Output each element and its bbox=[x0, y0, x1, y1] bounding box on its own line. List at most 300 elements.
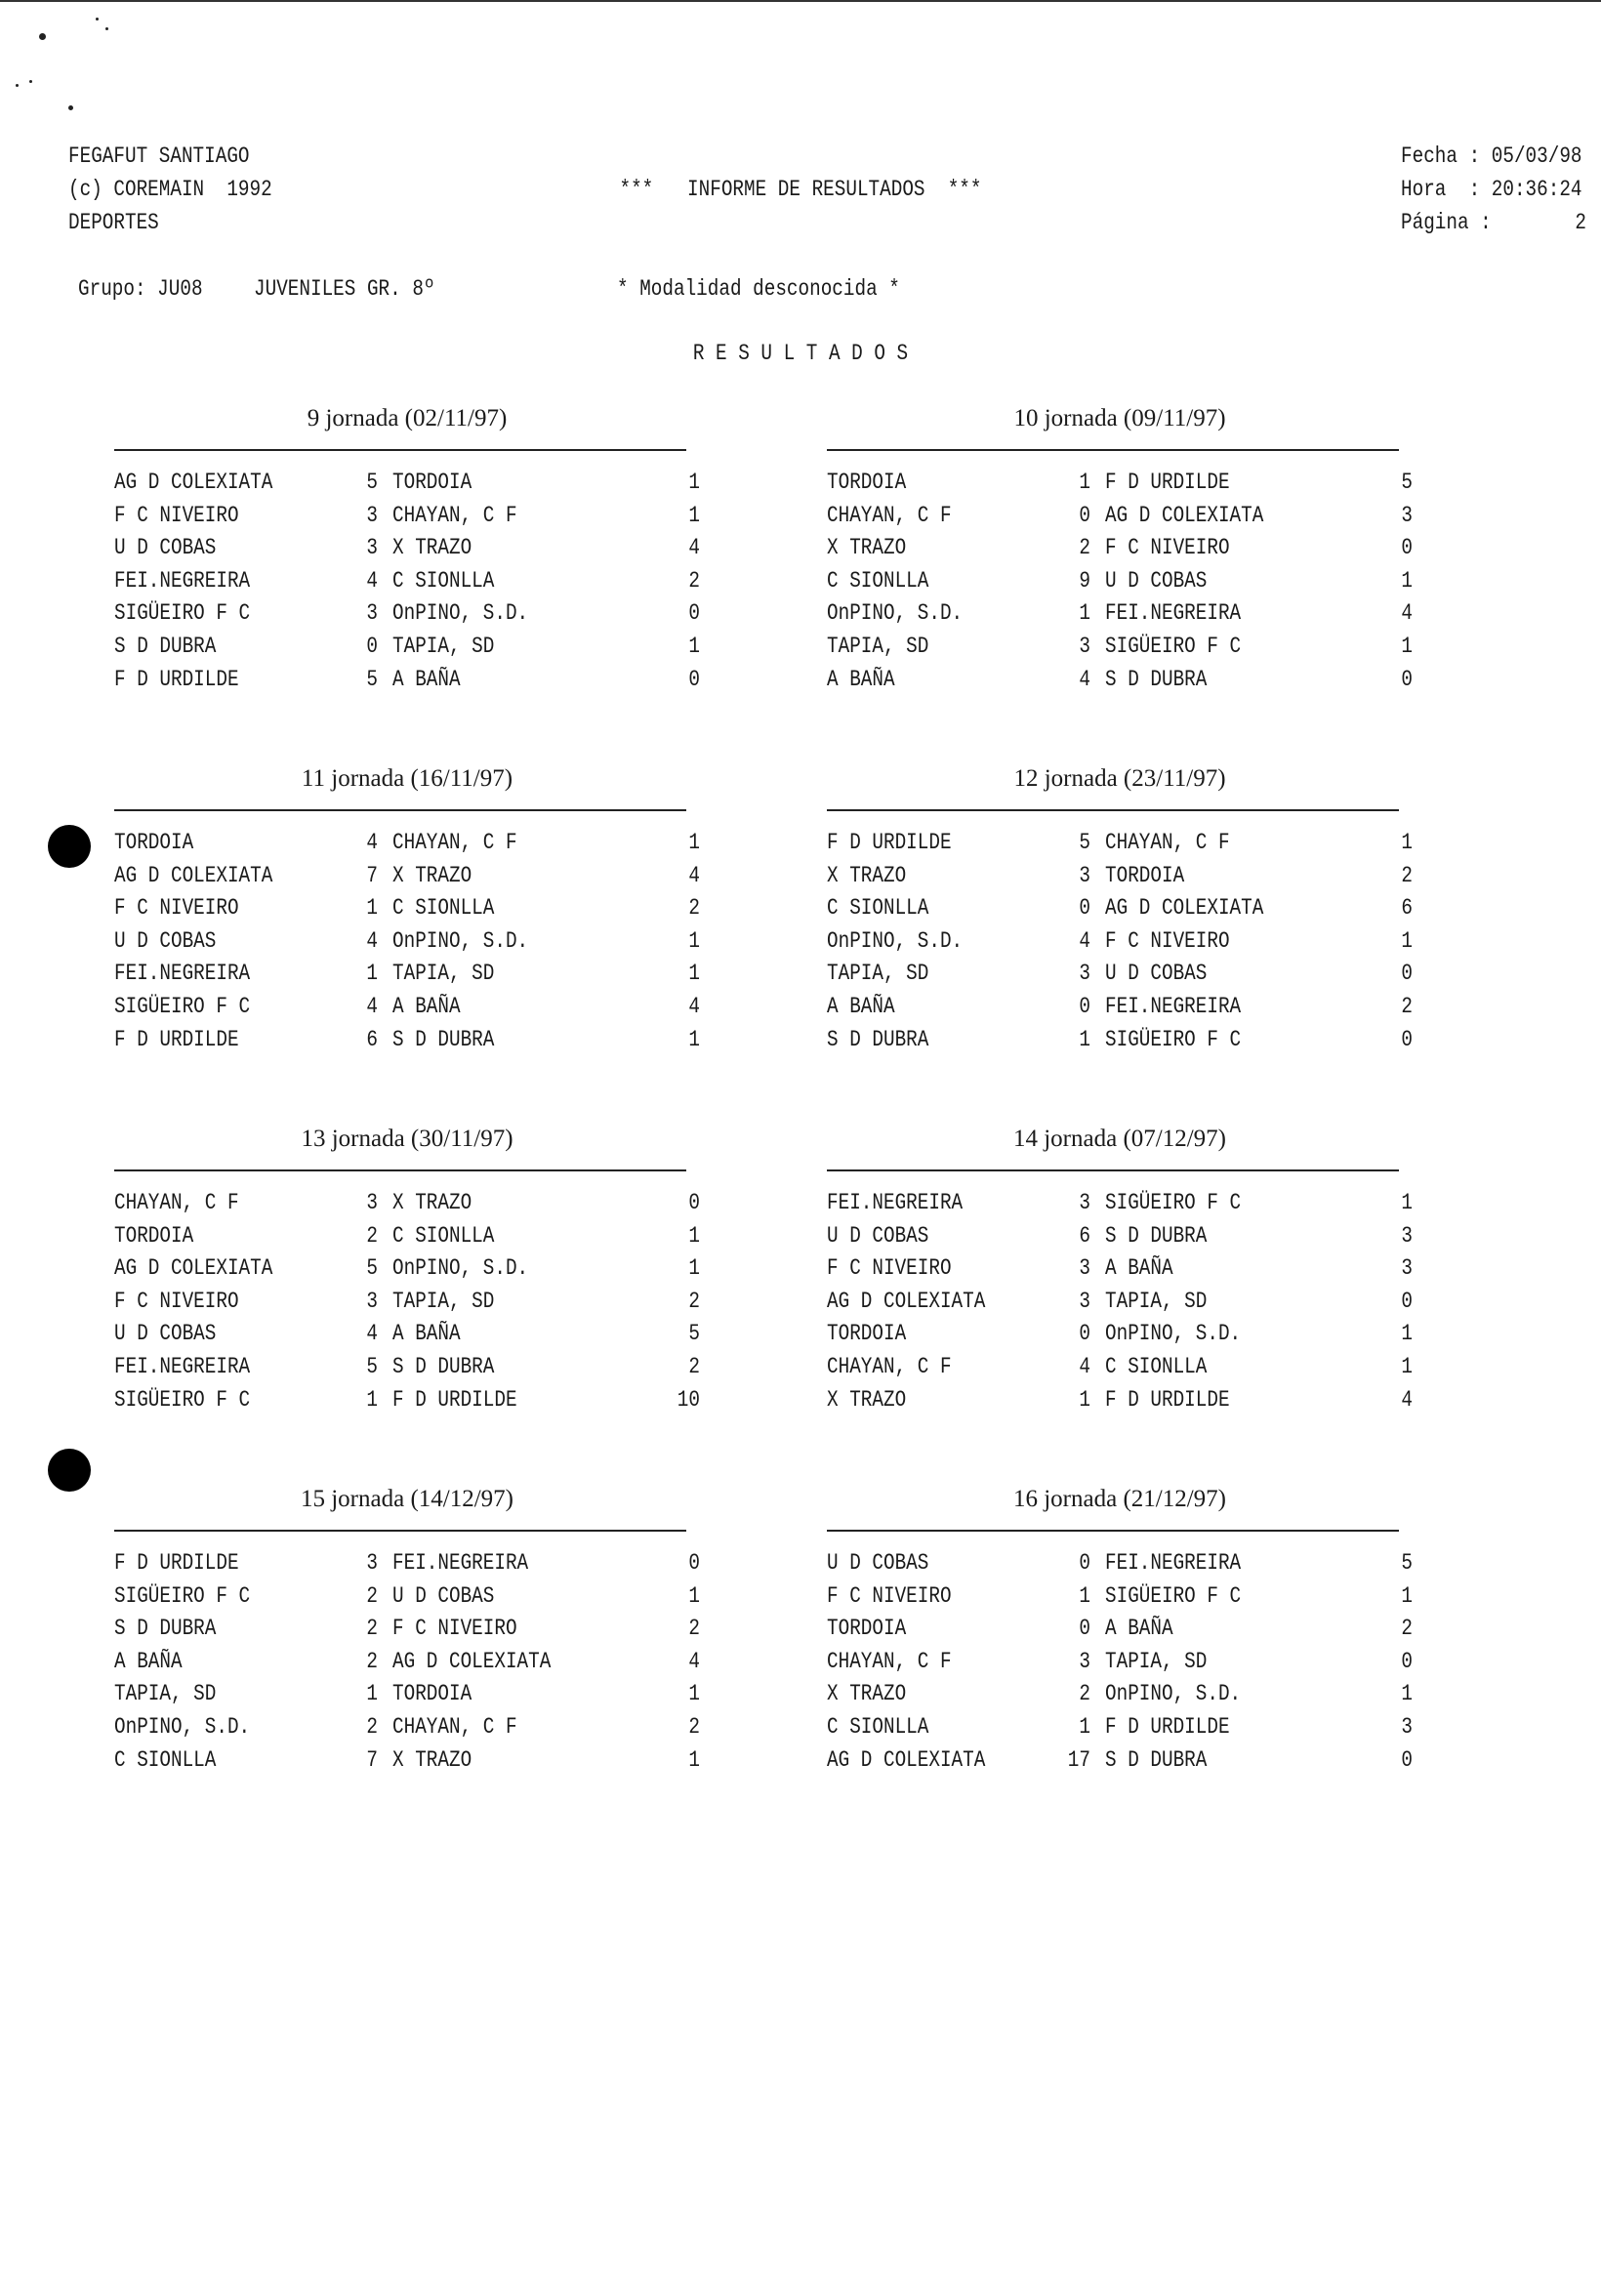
away-score: 2 bbox=[1401, 1616, 1413, 1642]
match-row bbox=[827, 960, 1413, 993]
away-score: 1 bbox=[688, 502, 700, 528]
home-team: C SIONLLA bbox=[827, 1714, 929, 1740]
jornada-divider bbox=[114, 449, 686, 451]
home-score: 2 bbox=[366, 1582, 378, 1609]
away-score: 1 bbox=[1401, 1582, 1413, 1609]
home-team: TAPIA, SD bbox=[827, 634, 929, 659]
away-score: 3 bbox=[1401, 1255, 1413, 1282]
home-score: 4 bbox=[1079, 666, 1090, 692]
match-row bbox=[114, 927, 700, 961]
home-team: U D COBAS bbox=[114, 535, 217, 561]
page-top-edge bbox=[0, 0, 1601, 2]
away-team: X TRAZO bbox=[392, 1746, 472, 1773]
away-team: AG D COLEXIATA bbox=[1105, 895, 1264, 922]
match-row bbox=[114, 894, 700, 927]
away-score: 3 bbox=[1401, 502, 1413, 528]
home-team: CHAYAN, C F bbox=[827, 502, 952, 528]
match-row bbox=[114, 534, 700, 567]
home-score: 7 bbox=[366, 862, 378, 888]
jornada-block bbox=[114, 1485, 700, 1807]
away-score: 0 bbox=[1401, 535, 1413, 561]
away-score: 1 bbox=[1401, 567, 1413, 594]
away-score: 1 bbox=[688, 927, 700, 954]
away-team: C SIONLLA bbox=[1105, 1354, 1208, 1379]
away-team: TAPIA, SD bbox=[392, 961, 495, 987]
jornada-block bbox=[114, 1125, 700, 1447]
away-team: TAPIA, SD bbox=[392, 1288, 495, 1314]
match-row bbox=[827, 1549, 1413, 1582]
away-team: F C NIVEIRO bbox=[392, 1616, 517, 1642]
match-row bbox=[114, 1746, 700, 1780]
home-score: 4 bbox=[366, 1321, 378, 1347]
match-row bbox=[827, 1386, 1413, 1419]
match-row bbox=[827, 502, 1413, 535]
home-team: C SIONLLA bbox=[827, 567, 929, 594]
match-row bbox=[827, 1254, 1413, 1288]
match-row bbox=[827, 567, 1413, 600]
match-row bbox=[114, 1713, 700, 1746]
home-score: 1 bbox=[1079, 600, 1090, 627]
match-row bbox=[114, 1222, 700, 1255]
away-team: A BAÑA bbox=[392, 994, 461, 1019]
match-row bbox=[827, 1582, 1413, 1616]
home-score: 1 bbox=[1079, 1714, 1090, 1740]
jornada-title: 10 jornada (09/11/97) bbox=[1013, 405, 1226, 431]
match-row bbox=[827, 1746, 1413, 1780]
jornada-divider bbox=[114, 1530, 686, 1532]
section-title: R E S U L T A D O S bbox=[692, 341, 909, 366]
away-score: 1 bbox=[1401, 1190, 1413, 1215]
away-team: X TRAZO bbox=[392, 1190, 472, 1215]
away-team: OnPINO, S.D. bbox=[1105, 1681, 1242, 1707]
home-score: 0 bbox=[1079, 502, 1090, 528]
away-team: SIGÜEIRO F C bbox=[1105, 634, 1242, 659]
home-team: SIGÜEIRO F C bbox=[114, 994, 251, 1019]
home-score: 3 bbox=[1079, 1648, 1090, 1674]
away-team: FEI.NEGREIRA bbox=[392, 1550, 529, 1576]
group-code: Grupo: JU08 bbox=[78, 276, 203, 302]
home-team: SIGÜEIRO F C bbox=[114, 1386, 251, 1413]
match-row bbox=[114, 1615, 700, 1648]
away-score: 1 bbox=[1401, 1681, 1413, 1707]
away-score: 2 bbox=[688, 895, 700, 922]
scan-speck bbox=[68, 105, 73, 110]
home-team: TORDOIA bbox=[827, 470, 907, 495]
jornada-divider bbox=[827, 1169, 1399, 1171]
jornada-block bbox=[827, 1485, 1413, 1807]
home-team: TORDOIA bbox=[114, 830, 194, 855]
away-team: C SIONLLA bbox=[392, 895, 495, 922]
away-team: A BAÑA bbox=[392, 1321, 461, 1347]
scan-speck bbox=[96, 18, 99, 20]
away-team: TORDOIA bbox=[392, 1681, 472, 1707]
home-team: X TRAZO bbox=[827, 862, 907, 888]
punch-hole bbox=[48, 1449, 91, 1492]
home-score: 4 bbox=[1079, 1354, 1090, 1379]
away-score: 2 bbox=[688, 1354, 700, 1379]
jornada-title: 14 jornada (07/12/97) bbox=[1012, 1126, 1226, 1152]
home-score: 2 bbox=[366, 1714, 378, 1740]
group-name: JUVENILES GR. 8º bbox=[254, 276, 435, 302]
home-team: F D URDILDE bbox=[114, 1550, 239, 1576]
home-score: 4 bbox=[366, 830, 378, 855]
match-row bbox=[827, 534, 1413, 567]
away-team: F D URDILDE bbox=[1105, 470, 1230, 495]
jornada-title: 9 jornada (02/11/97) bbox=[307, 405, 508, 431]
home-score: 4 bbox=[366, 994, 378, 1019]
away-team: AG D COLEXIATA bbox=[1105, 502, 1264, 528]
away-team: C SIONLLA bbox=[392, 567, 495, 594]
away-score: 0 bbox=[688, 1190, 700, 1215]
away-team: FEI.NEGREIRA bbox=[1105, 600, 1242, 627]
jornada-block bbox=[827, 1125, 1413, 1447]
home-team: S D DUBRA bbox=[114, 1616, 217, 1642]
home-team: TORDOIA bbox=[827, 1616, 907, 1642]
copyright: (c) COREMAIN 1992 bbox=[68, 177, 272, 202]
away-score: 4 bbox=[688, 862, 700, 888]
away-team: F D URDILDE bbox=[1105, 1386, 1230, 1413]
match-row bbox=[114, 469, 700, 502]
away-team: SIGÜEIRO F C bbox=[1105, 1026, 1242, 1052]
away-score: 1 bbox=[1401, 830, 1413, 855]
away-team: TORDOIA bbox=[1105, 862, 1185, 888]
home-team: OnPINO, S.D. bbox=[827, 600, 964, 627]
away-team: OnPINO, S.D. bbox=[392, 1255, 529, 1282]
match-row bbox=[114, 960, 700, 993]
away-team: OnPINO, S.D. bbox=[1105, 1321, 1242, 1347]
away-score: 1 bbox=[1401, 1354, 1413, 1379]
away-score: 1 bbox=[688, 1746, 700, 1773]
scan-speck bbox=[39, 33, 46, 40]
home-team: C SIONLLA bbox=[827, 895, 929, 922]
away-team: SIGÜEIRO F C bbox=[1105, 1582, 1242, 1609]
match-row bbox=[114, 666, 700, 699]
away-score: 1 bbox=[1401, 927, 1413, 954]
home-score: 3 bbox=[1079, 1288, 1090, 1314]
away-score: 1 bbox=[688, 1681, 700, 1707]
away-score: 0 bbox=[688, 666, 700, 692]
report-time: Hora : 20:36:24 bbox=[1401, 177, 1582, 202]
home-score: 1 bbox=[366, 895, 378, 922]
home-team: AG D COLEXIATA bbox=[114, 470, 273, 495]
away-team: C SIONLLA bbox=[392, 1222, 495, 1249]
home-score: 1 bbox=[366, 1386, 378, 1413]
away-team: CHAYAN, C F bbox=[392, 502, 517, 528]
jornada-block bbox=[114, 764, 700, 1086]
home-team: X TRAZO bbox=[827, 535, 907, 561]
match-row bbox=[827, 1648, 1413, 1681]
away-score: 10 bbox=[677, 1386, 700, 1413]
home-team: U D COBAS bbox=[114, 1321, 217, 1347]
away-team: TAPIA, SD bbox=[392, 634, 495, 659]
match-row bbox=[827, 1222, 1413, 1255]
away-score: 2 bbox=[688, 1616, 700, 1642]
home-score: 1 bbox=[1079, 1582, 1090, 1609]
match-row bbox=[114, 599, 700, 633]
away-score: 1 bbox=[688, 830, 700, 855]
home-team: F D URDILDE bbox=[114, 666, 239, 692]
home-team: OnPINO, S.D. bbox=[827, 927, 964, 954]
jornada-title: 12 jornada (23/11/97) bbox=[1013, 765, 1226, 792]
home-team: AG D COLEXIATA bbox=[827, 1746, 986, 1773]
away-team: S D DUBRA bbox=[1105, 666, 1208, 692]
match-row bbox=[827, 894, 1413, 927]
away-score: 0 bbox=[688, 600, 700, 627]
home-team: F C NIVEIRO bbox=[114, 895, 239, 922]
away-team: CHAYAN, C F bbox=[392, 1714, 517, 1740]
away-score: 5 bbox=[688, 1321, 700, 1347]
away-team: X TRAZO bbox=[392, 862, 472, 888]
home-score: 3 bbox=[1079, 1255, 1090, 1282]
scan-speck bbox=[105, 27, 108, 30]
match-row bbox=[827, 1189, 1413, 1222]
away-team: A BAÑA bbox=[1105, 1616, 1173, 1642]
match-row bbox=[827, 829, 1413, 862]
home-score: 2 bbox=[366, 1222, 378, 1249]
home-score: 3 bbox=[366, 535, 378, 561]
home-team: CHAYAN, C F bbox=[827, 1648, 952, 1674]
home-team: U D COBAS bbox=[827, 1222, 929, 1249]
away-team: TAPIA, SD bbox=[1105, 1288, 1208, 1314]
away-team: TAPIA, SD bbox=[1105, 1648, 1208, 1674]
match-row bbox=[827, 1288, 1413, 1321]
home-team: C SIONLLA bbox=[114, 1746, 217, 1773]
home-score: 3 bbox=[366, 1190, 378, 1215]
home-score: 1 bbox=[1079, 470, 1090, 495]
away-score: 4 bbox=[688, 994, 700, 1019]
home-score: 3 bbox=[366, 600, 378, 627]
home-team: X TRAZO bbox=[827, 1681, 907, 1707]
away-team: OnPINO, S.D. bbox=[392, 927, 529, 954]
away-team: CHAYAN, C F bbox=[1105, 830, 1230, 855]
away-score: 0 bbox=[1401, 961, 1413, 987]
page-number: 2 bbox=[1575, 210, 1586, 235]
match-row bbox=[114, 1353, 700, 1386]
home-score: 3 bbox=[1079, 961, 1090, 987]
jornada-block bbox=[827, 404, 1413, 726]
jornada-title: 15 jornada (14/12/97) bbox=[300, 1486, 513, 1512]
home-score: 5 bbox=[1079, 830, 1090, 855]
punch-hole bbox=[48, 825, 91, 868]
away-score: 1 bbox=[688, 1026, 700, 1052]
jornada-divider bbox=[114, 809, 686, 811]
match-row bbox=[114, 567, 700, 600]
scan-speck bbox=[29, 80, 32, 83]
away-team: F D URDILDE bbox=[1105, 1714, 1230, 1740]
home-team: F C NIVEIRO bbox=[114, 502, 239, 528]
home-team: FEI.NEGREIRA bbox=[114, 567, 251, 594]
match-row bbox=[827, 599, 1413, 633]
home-team: FEI.NEGREIRA bbox=[114, 1354, 251, 1379]
home-score: 4 bbox=[1079, 927, 1090, 954]
home-team: S D DUBRA bbox=[114, 634, 217, 659]
away-team: F D URDILDE bbox=[392, 1386, 517, 1413]
away-score: 0 bbox=[1401, 1648, 1413, 1674]
home-team: CHAYAN, C F bbox=[114, 1190, 239, 1215]
away-team: CHAYAN, C F bbox=[392, 830, 517, 855]
away-team: TORDOIA bbox=[392, 470, 472, 495]
home-team: SIGÜEIRO F C bbox=[114, 600, 251, 627]
home-team: AG D COLEXIATA bbox=[827, 1288, 986, 1314]
home-team: AG D COLEXIATA bbox=[114, 1255, 273, 1282]
home-score: 6 bbox=[366, 1026, 378, 1052]
home-score: 3 bbox=[366, 1550, 378, 1576]
away-score: 6 bbox=[1401, 895, 1413, 922]
away-score: 2 bbox=[688, 1714, 700, 1740]
away-team: SIGÜEIRO F C bbox=[1105, 1190, 1242, 1215]
page-label: Página : bbox=[1401, 210, 1492, 235]
away-score: 1 bbox=[688, 470, 700, 495]
home-score: 2 bbox=[366, 1648, 378, 1674]
home-team: TAPIA, SD bbox=[114, 1681, 217, 1707]
away-team: S D DUBRA bbox=[392, 1354, 495, 1379]
away-team: FEI.NEGREIRA bbox=[1105, 1550, 1242, 1576]
jornada-title: 11 jornada (16/11/97) bbox=[301, 765, 513, 792]
home-score: 17 bbox=[1067, 1746, 1090, 1773]
match-row bbox=[827, 1615, 1413, 1648]
match-row bbox=[827, 862, 1413, 895]
away-score: 4 bbox=[1401, 1386, 1413, 1413]
home-score: 5 bbox=[366, 1354, 378, 1379]
match-row bbox=[827, 1026, 1413, 1059]
jornada-block bbox=[114, 404, 700, 726]
match-row bbox=[114, 1386, 700, 1419]
match-row bbox=[827, 469, 1413, 502]
jornada-divider bbox=[827, 1530, 1399, 1532]
home-team: S D DUBRA bbox=[827, 1026, 929, 1052]
home-score: 4 bbox=[366, 927, 378, 954]
home-team: AG D COLEXIATA bbox=[114, 862, 273, 888]
home-team: A BAÑA bbox=[827, 666, 895, 692]
away-team: AG D COLEXIATA bbox=[392, 1648, 552, 1674]
away-team: S D DUBRA bbox=[392, 1026, 495, 1052]
home-team: TORDOIA bbox=[114, 1222, 194, 1249]
away-team: U D COBAS bbox=[1105, 961, 1208, 987]
report-title: *** INFORME DE RESULTADOS *** bbox=[619, 177, 982, 202]
match-row bbox=[114, 633, 700, 666]
home-score: 1 bbox=[366, 1681, 378, 1707]
match-row bbox=[827, 1320, 1413, 1353]
home-team: A BAÑA bbox=[827, 994, 895, 1019]
group-modality: * Modalidad desconocida * bbox=[617, 276, 900, 302]
scan-speck bbox=[16, 84, 19, 87]
match-row bbox=[114, 502, 700, 535]
home-score: 0 bbox=[1079, 1550, 1090, 1576]
home-score: 2 bbox=[1079, 1681, 1090, 1707]
match-row bbox=[114, 1189, 700, 1222]
away-team: OnPINO, S.D. bbox=[392, 600, 529, 627]
home-score: 7 bbox=[366, 1746, 378, 1773]
org-name: FEGAFUT SANTIAGO bbox=[68, 144, 250, 169]
match-row bbox=[114, 1582, 700, 1616]
home-team: F C NIVEIRO bbox=[827, 1582, 952, 1609]
home-score: 0 bbox=[1079, 895, 1090, 922]
match-row bbox=[114, 1680, 700, 1713]
home-team: TAPIA, SD bbox=[827, 961, 929, 987]
away-score: 2 bbox=[688, 567, 700, 594]
home-team: FEI.NEGREIRA bbox=[114, 961, 251, 987]
away-score: 2 bbox=[1401, 994, 1413, 1019]
away-team: A BAÑA bbox=[1105, 1255, 1173, 1282]
department: DEPORTES bbox=[68, 210, 159, 235]
home-score: 0 bbox=[366, 634, 378, 659]
match-row bbox=[827, 1713, 1413, 1746]
away-score: 1 bbox=[1401, 1321, 1413, 1347]
home-team: CHAYAN, C F bbox=[827, 1354, 952, 1379]
away-score: 2 bbox=[688, 1288, 700, 1314]
away-score: 0 bbox=[1401, 1746, 1413, 1773]
home-team: SIGÜEIRO F C bbox=[114, 1582, 251, 1609]
away-score: 3 bbox=[1401, 1222, 1413, 1249]
home-score: 5 bbox=[366, 666, 378, 692]
away-score: 1 bbox=[688, 1582, 700, 1609]
away-score: 4 bbox=[1401, 600, 1413, 627]
away-team: U D COBAS bbox=[1105, 567, 1208, 594]
home-score: 2 bbox=[1079, 535, 1090, 561]
home-score: 3 bbox=[1079, 634, 1090, 659]
match-row bbox=[827, 633, 1413, 666]
home-score: 1 bbox=[366, 961, 378, 987]
match-row bbox=[114, 1026, 700, 1059]
away-score: 2 bbox=[1401, 862, 1413, 888]
report-date: Fecha : 05/03/98 bbox=[1401, 144, 1582, 169]
away-score: 1 bbox=[688, 1255, 700, 1282]
away-score: 1 bbox=[1401, 634, 1413, 659]
away-score: 0 bbox=[1401, 1026, 1413, 1052]
match-row bbox=[827, 1353, 1413, 1386]
jornada-block bbox=[827, 764, 1413, 1086]
jornada-divider bbox=[827, 449, 1399, 451]
away-team: X TRAZO bbox=[392, 535, 472, 561]
match-row bbox=[827, 1680, 1413, 1713]
home-score: 3 bbox=[1079, 1190, 1090, 1215]
home-score: 9 bbox=[1079, 567, 1090, 594]
home-team: OnPINO, S.D. bbox=[114, 1714, 251, 1740]
home-team: F D URDILDE bbox=[827, 830, 952, 855]
home-score: 3 bbox=[366, 1288, 378, 1314]
away-team: F C NIVEIRO bbox=[1105, 927, 1230, 954]
away-team: U D COBAS bbox=[392, 1582, 495, 1609]
away-team: A BAÑA bbox=[392, 666, 461, 692]
home-score: 2 bbox=[366, 1616, 378, 1642]
home-score: 0 bbox=[1079, 994, 1090, 1019]
away-team: S D DUBRA bbox=[1105, 1746, 1208, 1773]
away-score: 4 bbox=[688, 535, 700, 561]
home-team: X TRAZO bbox=[827, 1386, 907, 1413]
home-team: F C NIVEIRO bbox=[114, 1288, 239, 1314]
away-score: 3 bbox=[1401, 1714, 1413, 1740]
match-row bbox=[114, 829, 700, 862]
away-score: 1 bbox=[688, 961, 700, 987]
away-team: S D DUBRA bbox=[1105, 1222, 1208, 1249]
home-score: 1 bbox=[1079, 1026, 1090, 1052]
home-team: F D URDILDE bbox=[114, 1026, 239, 1052]
home-score: 3 bbox=[1079, 862, 1090, 888]
away-score: 1 bbox=[688, 1222, 700, 1249]
home-team: U D COBAS bbox=[114, 927, 217, 954]
away-score: 0 bbox=[688, 1550, 700, 1576]
home-score: 5 bbox=[366, 1255, 378, 1282]
home-score: 5 bbox=[366, 470, 378, 495]
away-team: FEI.NEGREIRA bbox=[1105, 994, 1242, 1019]
away-score: 5 bbox=[1401, 1550, 1413, 1576]
home-score: 6 bbox=[1079, 1222, 1090, 1249]
jornada-divider bbox=[827, 809, 1399, 811]
match-row bbox=[114, 1254, 700, 1288]
home-score: 1 bbox=[1079, 1386, 1090, 1413]
home-team: TORDOIA bbox=[827, 1321, 907, 1347]
jornada-divider bbox=[114, 1169, 686, 1171]
